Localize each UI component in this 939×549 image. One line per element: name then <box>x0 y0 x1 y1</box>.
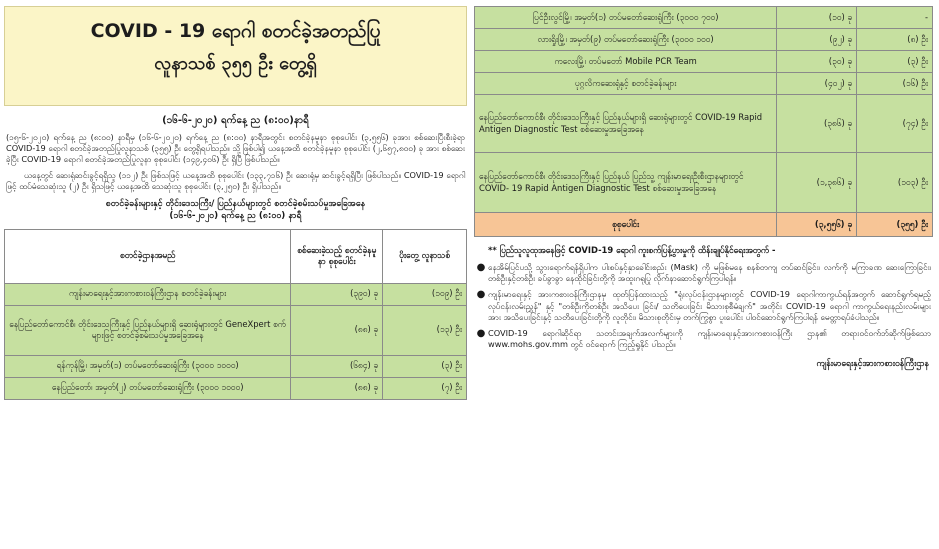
summary-paragraph-2: ယနေ့တွင် ဆေးရုံဆင်းခွင့်ရရှိသူ (၁၁၂) ဦး ဖြစ်သဖြင့် ယနေ့အထိ စုစုပေါင်း (၁၃၃,၇၁၆) ဦး ဆေးရုံမှ ဆင်းခွင့်ရရှိပြီး ဖြစ်ပါသည်။ COVID-19 ရောဂါဖြင့် ထပ်မံသေဆုံးသူ (၂) ဦး ရှိသဖြင့် ယနေ့အထိ သေဆုံးသူ စုစုပေါင်း (၃,၂၅၀) ဦး ရှိပါသည်။ <box>6 169 465 192</box>
notes-heading: ** ပြည်သူလူထုအနေဖြင့် COVID-19 ရောဂါ ကူးစက်ပြန့်ပွားမှုကို ထိန်းချုပ်နိုင်ရေးအတွက် - <box>488 245 776 255</box>
table-row <box>475 51 933 73</box>
note-text: နေအိမ်ပြင်ပသို့ သွားရောက်ရန်ရှိပါက ပါးစပ်နှင့်နှာခေါင်းစည်း (Mask) ကို မဖြစ်မနေ စနစ်တကျ တပ်ဆင်ခြင်း၊ လက်ကို မကြာခဏ ဆေးကြောခြင်း၊ တစ်ဦးနှင့်တစ်ဦး ခပ်ခွာခွာ နေထိုင်ခြင်းတို့ကို အထူးဂရုပြု လိုက်နာဆောင်ရွက်ကြပါရန်။ <box>488 261 931 283</box>
header-positive: ပိုးတွေ့ လူနာသစ် <box>383 229 467 283</box>
prevention-notes <box>474 245 933 371</box>
positive-count: (၁၃) ဦး <box>383 305 467 355</box>
total-samples: (၃,၅၅၆) ခု <box>777 213 857 237</box>
table-row <box>5 305 467 355</box>
positive-count: (၁၆) ဦး <box>857 73 933 95</box>
note-text: ကျန်းမာရေးနှင့် အားကစားဝန်ကြီးဌာနမှ ထုတ်ပြန်ထားသည့် "ရုံးလုပ်ငန်းဌာနများတွင် COVID-19 ရောဂါကာကွယ်ရန်အတွက် ဆောင်ရွက်ရမည့်လုပ်ငန်းလမ်းညွှန်" နှင့် "တစ်ဦးကိုတစ်ဦး အသိပေး ခြင်း/ သတိပေးခြင်း မိသားစုစီမံချက်" အတိုင်း COVID-19 ရောဂါ ကာကွယ်ရေးနည်းလမ်းများ အား အသိပေးခြင်းနှင့် သတိပေးခြင်းတို့ကို လူတိုင်း၊ မိသားစုတိုင်းမှ တက်ကြွစွာ ပူးပေါင်း ပါဝင်ဆောင်ရွက်ကြပါရန် မေတ္တာရပ်ခံပါသည်။ <box>488 289 931 322</box>
summary-paragraph-1: (၁၅-၆-၂၀၂၀) ရက်နေ့ ည (၈:၀၀) နာရီမှ (၁၆-၆-၂၀၂၀) ရက်နေ့ ည (၈:၀၀) နာရီအတွင်း စတင်ခဲ့နမူနာ စုစုပေါင်း (၃,၅၅၆) ခုအား စစ်ဆေးပြီးစီးခဲ့ရာ COVID-19 ရောဂါ စတင်ခဲ့အတည်ပြုလူနာသစ် (၃၅၅) ဦး တွေ့ရှိရပါသည်။ သို့ဖြစ်ပါ၍ ယနေ့အထိ စတင်ခဲ့နမူနာ စုစုပေါင်း (၂,၆၅၇,၈၀၀) ခု အား စစ်ဆေးခဲ့ပြီး COVID-19 ရောဂါ စတင်ခဲ့အတည်ပြုလူနာ စုစုပေါင်း (၁၄၉,၄၀၆) ဦး ရှိပြီ ဖြစ်ပါသည်။ <box>6 131 465 165</box>
table-row <box>475 153 933 213</box>
bullet-icon: ● <box>476 328 486 340</box>
lab-name: ရန်ကုန်မြို့၊ အမှတ်(၁) တပ်မတော်ဆေးရုံကြီး (၃၀၀၀ ၁၀၀၀) <box>5 355 291 377</box>
positive-count: - <box>857 7 933 29</box>
title-line-1: COVID - 19 ရောဂါ စတင်ခဲ့အတည်ပြု <box>90 20 381 42</box>
positive-count: (၇၄) ဦး <box>857 95 933 153</box>
note-item <box>474 328 933 351</box>
header-lab-name: စတင်ခဲ့ဌာနအမည် <box>5 229 291 283</box>
positive-count: (၁၀၉) ဦး <box>383 283 467 305</box>
note-text: COVID-19 ရောဂါဆိုင်ရာ သတင်းအချက်အလက်များကို ကျန်းမာရေးနှင့်အားကစားဝန်ကြီး ဌာန၏ တရားဝင်ဝက်ဘ်ဆိုက်ဖြစ်သော www.mohs.gov.mm တွင် ဝင်ရောက် ကြည့်ရှုနိုင် ပါသည်။ <box>488 328 931 350</box>
samples-count: (၁,၃၈၆) ခု <box>777 153 857 213</box>
total-row <box>475 213 933 237</box>
table-row <box>5 355 467 377</box>
title-line-2: လူနာသစ် ၃၅၅ ဦး တွေ့ရှိ <box>154 52 317 74</box>
positive-count: (၈) ဦး <box>857 29 933 51</box>
positive-count: (၃) ဦး <box>857 51 933 73</box>
ministry-signature: ကျန်းမာရေးနှင့်အားကစားဝန်ကြီးဌာန <box>816 358 929 369</box>
bullet-icon: ● <box>476 289 486 301</box>
table-row <box>5 377 467 399</box>
positive-count: (၇) ဦး <box>383 377 467 399</box>
samples-count: (၈၈) ခု <box>291 377 383 399</box>
positive-count: (၃) ဦး <box>383 355 467 377</box>
lab-name: လားရှိုးမြို့၊ အမှတ်(၉) တပ်မတော်ဆေးရုံကြီး (၃၀၀၀ ၁၀၀) <box>475 29 777 51</box>
samples-count: (၆၈၄) ခု <box>291 355 383 377</box>
left-column <box>4 6 467 546</box>
report-time: (၁၆-၆-၂၀၂၀) ရက်နေ့ ည (၈:၀၀)နာရီ <box>162 115 309 126</box>
note-item <box>474 289 933 323</box>
samples-count: (၃၀) ခု <box>777 51 857 73</box>
positive-count: (၁၀၃) ဦး <box>857 153 933 213</box>
total-label: စုစုပေါင်း <box>475 213 777 237</box>
right-column <box>474 6 933 546</box>
title-banner <box>4 6 467 106</box>
note-item <box>474 262 933 285</box>
table-heading <box>4 198 467 222</box>
table-header-row <box>5 229 467 283</box>
table-heading-line-2: (၁၆-၆-၂၀၂၀) ရက်နေ့ ည (၈:၀၀) နာရီ <box>169 211 302 222</box>
lab-name: ပြင်ဦးလွင်မြို့၊ အမှတ်(၁) တပ်မတော်ဆေးရုံကြီး (၃၀၀၀ ၇၀၀) <box>475 7 777 29</box>
lab-name: နေပြည်တော်ကောင်စီ၊ တိုင်းဒေသကြီးနှင့် ပြည်နယ် ပြည်သူ့ ကျန်းမာရေးဦးစီးဌာနများတွင် COVID- 19 Rapid Antigen Diagnostic Test စစ်ဆေးမှုအခြေအနေ <box>475 153 777 213</box>
lab-name: ကလေးမြို့၊ တပ်မတော် Mobile PCR Team <box>475 51 777 73</box>
table-row <box>475 95 933 153</box>
samples-count: (၃၉၀) ခု <box>291 283 383 305</box>
samples-count: (၈၈) ခု <box>291 305 383 355</box>
table-row <box>475 29 933 51</box>
total-positive: (၃၅၅) ဦး <box>857 213 933 237</box>
samples-count: (၁၀) ခု <box>777 7 857 29</box>
table-heading-line-1: စတင်ခဲ့ခန်းများနှင့် တိုင်းဒေသကြီး/ ပြည်နယ်များတွင် စတင်ခဲ့စမ်းသပ်မှုအခြေအနေ <box>105 199 366 210</box>
lab-name: နေပြည်တော်၊ အမှတ်(၂) တပ်မတော်ဆေးရုံကြီး (၃၀၀၀ ၁၀၀၀) <box>5 377 291 399</box>
lab-name: ကျန်းမာရေးနှင့်အားကစားဝန်ကြီးဌာန စတင်ခဲ့ခန်းများ <box>5 283 291 305</box>
samples-count: (၃၈၆) ခု <box>777 95 857 153</box>
table-row <box>5 283 467 305</box>
samples-count: (၉၂) ခု <box>777 29 857 51</box>
lab-name: နေပြည်တော်ကောင်စီ၊ တိုင်းဒေသကြီးနှင့် ပြည်နယ်များရှိ ဆေးရုံများတွင် GeneXpert စက်များဖြင့် စတင်ခဲ့စမ်းသပ်မှုအခြေအနေ <box>5 305 291 355</box>
bullet-icon: ● <box>476 261 486 273</box>
testing-table-left <box>4 229 467 400</box>
lab-name: ပုဂ္ဂလိကဆေးရုံနှင့် စတင်ခဲ့ခန်းများ <box>475 73 777 95</box>
samples-count: (၄၀၂) ခု <box>777 73 857 95</box>
table-row <box>475 7 933 29</box>
table-row <box>475 73 933 95</box>
header-samples: စစ်ဆေးခဲ့သည့် စတင်ခဲ့နမူနာ စုစုပေါင်း <box>291 229 383 283</box>
lab-name: နေပြည်တော်ကောင်စီ၊ တိုင်းဒေသကြီးနှင့် ပြည်နယ်များရှိ ဆေးရုံများတွင် COVID-19 Rapid Antigen Diagnostic Test စစ်ဆေးမှုအခြေအနေ <box>475 95 777 153</box>
testing-table-right <box>474 6 933 237</box>
